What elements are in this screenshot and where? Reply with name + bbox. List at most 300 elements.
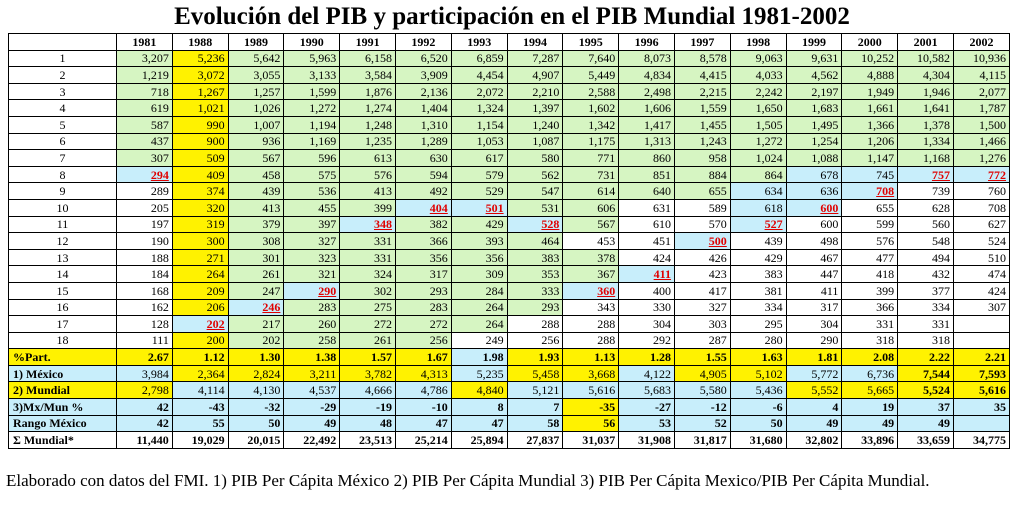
table-cell: 567 (563, 216, 619, 233)
table-cell: 320 (172, 199, 228, 216)
table-cell: 288 (563, 316, 619, 333)
summary-cell: -35 (563, 399, 619, 416)
table-row (9, 249, 1010, 266)
table-cell: 1,313 (619, 133, 675, 150)
summary-cell: 2,798 (117, 382, 173, 399)
row-label: 17 (9, 316, 117, 333)
table-cell: 3,584 (340, 67, 396, 84)
table-cell: 1,641 (898, 100, 954, 117)
summary-label: Rango México (9, 415, 117, 432)
table-cell: 7,287 (507, 50, 563, 67)
table-cell: 1,235 (340, 133, 396, 150)
table-cell: 708 (842, 183, 898, 200)
summary-cell: 1.93 (507, 349, 563, 366)
table-cell: 2,136 (396, 83, 452, 100)
table-cell: 599 (842, 216, 898, 233)
table-cell: 10,252 (842, 50, 898, 67)
table-cell: 458 (228, 166, 284, 183)
table-cell: 200 (172, 332, 228, 349)
table-cell: 304 (619, 316, 675, 333)
table-cell: 1,500 (953, 116, 1009, 133)
table-cell: 261 (228, 266, 284, 283)
table-cell: 1,087 (507, 133, 563, 150)
table-cell: 307 (117, 150, 173, 167)
table-cell: 275 (340, 299, 396, 316)
table-cell: 1,505 (730, 116, 786, 133)
table-cell: 377 (898, 282, 954, 299)
table-cell: 2,077 (953, 83, 1009, 100)
table-cell: 247 (228, 282, 284, 299)
table-cell: 2,215 (674, 83, 730, 100)
table-row (9, 100, 1010, 117)
table-cell: 304 (786, 316, 842, 333)
summary-cell: -29 (284, 399, 340, 416)
row-label: 16 (9, 299, 117, 316)
summary-cell: -32 (228, 399, 284, 416)
table-cell: 295 (730, 316, 786, 333)
table-cell: 575 (284, 166, 340, 183)
summary-cell: 1.38 (284, 349, 340, 366)
table-cell: 5,236 (172, 50, 228, 67)
table-cell: 570 (674, 216, 730, 233)
table-cell: 1,254 (786, 133, 842, 150)
table-cell: 772 (953, 166, 1009, 183)
table-cell: 288 (563, 332, 619, 349)
table-cell: 381 (730, 282, 786, 299)
summary-cell: 4,537 (284, 382, 340, 399)
table-cell: 655 (674, 183, 730, 200)
table-cell: 318 (842, 332, 898, 349)
table-cell: 576 (340, 166, 396, 183)
summary-cell: 1.63 (730, 349, 786, 366)
table-cell: 331 (340, 233, 396, 250)
table-cell: 258 (284, 332, 340, 349)
table-cell: 718 (117, 83, 173, 100)
summary-cell: 47 (451, 415, 507, 432)
summary-cell: -43 (172, 399, 228, 416)
summary-label: 1) México (9, 365, 117, 382)
table-cell: 1,366 (842, 116, 898, 133)
table-cell: 379 (228, 216, 284, 233)
table-cell: 288 (507, 316, 563, 333)
table-cell: 2,072 (451, 83, 507, 100)
table-cell: 453 (563, 233, 619, 250)
table-cell: 587 (117, 116, 173, 133)
table-cell: 1,053 (451, 133, 507, 150)
table-cell: 4,415 (674, 67, 730, 84)
row-label: 9 (9, 183, 117, 200)
table-cell: 4,033 (730, 67, 786, 84)
year-header: 2001 (898, 34, 954, 51)
row-label: 11 (9, 216, 117, 233)
row-label: 6 (9, 133, 117, 150)
table-cell: 397 (284, 216, 340, 233)
table-cell: 1,194 (284, 116, 340, 133)
table-cell: 331 (842, 316, 898, 333)
row-label: 18 (9, 332, 117, 349)
table-cell: 4,907 (507, 67, 563, 84)
table-cell: 197 (117, 216, 173, 233)
summary-cell: 52 (674, 415, 730, 432)
table-cell: 1,417 (619, 116, 675, 133)
table-cell: 1,276 (953, 150, 1009, 167)
table-cell: 1,206 (842, 133, 898, 150)
summary-cell (953, 415, 1009, 432)
summary-cell: 4,786 (396, 382, 452, 399)
table-cell: 206 (172, 299, 228, 316)
summary-cell: 8 (451, 399, 507, 416)
table-cell: 631 (619, 199, 675, 216)
summary-cell: 31,680 (730, 432, 786, 449)
table-cell: 321 (284, 266, 340, 283)
summary-cell: 3,782 (340, 365, 396, 382)
summary-cell: 49 (284, 415, 340, 432)
table-cell: 1,324 (451, 100, 507, 117)
table-cell: 272 (396, 316, 452, 333)
table-cell: 4,888 (842, 67, 898, 84)
table-cell: 366 (842, 299, 898, 316)
table-cell: 424 (953, 282, 1009, 299)
table-cell: 884 (674, 166, 730, 183)
table-cell: 760 (953, 183, 1009, 200)
table-cell: 1,397 (507, 100, 563, 117)
table-cell: 411 (619, 266, 675, 283)
table-cell: 600 (786, 216, 842, 233)
summary-row (9, 399, 1010, 416)
table-row (9, 216, 1010, 233)
summary-cell: 33,896 (842, 432, 898, 449)
table-cell: 1,599 (284, 83, 340, 100)
table-cell: 3,133 (284, 67, 340, 84)
summary-cell: 5,102 (730, 365, 786, 382)
table-cell: 423 (674, 266, 730, 283)
table-cell: 128 (117, 316, 173, 333)
table-cell: 2,498 (619, 83, 675, 100)
table-cell: 1,949 (842, 83, 898, 100)
summary-cell: 7 (507, 399, 563, 416)
table-cell (953, 332, 1009, 349)
summary-cell: 5,616 (563, 382, 619, 399)
table-row (9, 233, 1010, 250)
year-header: 1995 (563, 34, 619, 51)
summary-cell: 49 (786, 415, 842, 432)
summary-row (9, 432, 1010, 449)
table-cell: 1,559 (674, 100, 730, 117)
table-cell: 492 (396, 183, 452, 200)
table-cell: 531 (507, 199, 563, 216)
summary-cell: 1.98 (451, 349, 507, 366)
table-cell: 374 (172, 183, 228, 200)
table-row (9, 332, 1010, 349)
table-cell: 1,175 (563, 133, 619, 150)
row-label: 5 (9, 116, 117, 133)
table-cell: 309 (451, 266, 507, 283)
table-cell: 2,197 (786, 83, 842, 100)
summary-cell: 42 (117, 399, 173, 416)
table-row (9, 266, 1010, 283)
table-cell: 600 (786, 199, 842, 216)
table-cell: 439 (730, 233, 786, 250)
summary-cell: 22,492 (284, 432, 340, 449)
table-cell: 317 (786, 299, 842, 316)
row-label: 4 (9, 100, 117, 117)
summary-cell: 3,211 (284, 365, 340, 382)
table-cell: 640 (619, 183, 675, 200)
table-cell: 356 (396, 249, 452, 266)
table-cell: 547 (507, 183, 563, 200)
table-cell: 330 (619, 299, 675, 316)
table-cell: 936 (228, 133, 284, 150)
table-cell: 393 (451, 233, 507, 250)
table-cell: 289 (117, 183, 173, 200)
table-cell: 283 (396, 299, 452, 316)
summary-cell: 27,837 (507, 432, 563, 449)
table-cell: 343 (563, 299, 619, 316)
table-cell: 323 (284, 249, 340, 266)
table-cell: 627 (953, 216, 1009, 233)
table-cell: 302 (340, 282, 396, 299)
table-cell: 411 (786, 282, 842, 299)
summary-cell: 19 (842, 399, 898, 416)
table-cell: 1,683 (786, 100, 842, 117)
table-cell: 327 (284, 233, 340, 250)
row-label: 10 (9, 199, 117, 216)
table-cell: 264 (451, 299, 507, 316)
table-cell: 190 (117, 233, 173, 250)
summary-cell: -12 (674, 399, 730, 416)
table-cell: 184 (117, 266, 173, 283)
table-cell: 900 (172, 133, 228, 150)
table-cell: 567 (228, 150, 284, 167)
table-cell: 249 (451, 332, 507, 349)
table-cell: 580 (507, 150, 563, 167)
table-cell: 464 (507, 233, 563, 250)
summary-label: 2) Mundial (9, 382, 117, 399)
summary-cell: 6,736 (842, 365, 898, 382)
summary-cell: 1.57 (340, 349, 396, 366)
table-cell: 331 (898, 316, 954, 333)
table-cell: 594 (396, 166, 452, 183)
table-cell: 439 (228, 183, 284, 200)
table-cell: 1,248 (340, 116, 396, 133)
summary-cell: 11,440 (117, 432, 173, 449)
table-cell: 617 (451, 150, 507, 167)
table-cell: 366 (396, 233, 452, 250)
table-cell: 188 (117, 249, 173, 266)
table-cell: 636 (786, 183, 842, 200)
table-cell: 613 (340, 150, 396, 167)
table-cell: 303 (674, 316, 730, 333)
year-header: 1997 (674, 34, 730, 51)
year-header: 2000 (842, 34, 898, 51)
summary-cell: 3,668 (563, 365, 619, 382)
table-cell: 6,520 (396, 50, 452, 67)
summary-cell: 5,436 (730, 382, 786, 399)
table-cell: 498 (786, 233, 842, 250)
summary-cell: 4,114 (172, 382, 228, 399)
table-cell (953, 316, 1009, 333)
table-cell: 619 (117, 100, 173, 117)
table-cell: 1,026 (228, 100, 284, 117)
table-cell: 327 (674, 299, 730, 316)
table-cell: 1,342 (563, 116, 619, 133)
table-cell: 1,334 (898, 133, 954, 150)
table-cell: 548 (898, 233, 954, 250)
table-cell: 9,631 (786, 50, 842, 67)
summary-cell: 50 (228, 415, 284, 432)
summary-row (9, 382, 1010, 399)
table-cell: 318 (898, 332, 954, 349)
summary-cell: 34,775 (953, 432, 1009, 449)
year-header: 1981 (117, 34, 173, 51)
table-cell: 618 (730, 199, 786, 216)
summary-cell: 2,824 (228, 365, 284, 382)
table-cell: 264 (451, 316, 507, 333)
table-cell: 990 (172, 116, 228, 133)
summary-cell: -10 (396, 399, 452, 416)
table-cell: 399 (842, 282, 898, 299)
table-cell: 5,642 (228, 50, 284, 67)
table-cell: 6,859 (451, 50, 507, 67)
summary-cell: 58 (507, 415, 563, 432)
table-cell: 382 (396, 216, 452, 233)
table-cell: 111 (117, 332, 173, 349)
table-cell: 1,088 (786, 150, 842, 167)
table-cell: 447 (786, 266, 842, 283)
table-cell: 307 (953, 299, 1009, 316)
table-cell: 1,404 (396, 100, 452, 117)
summary-cell: 4,840 (451, 382, 507, 399)
summary-cell: 2.22 (898, 349, 954, 366)
year-header: 1999 (786, 34, 842, 51)
table-cell: 4,562 (786, 67, 842, 84)
table-cell: 745 (842, 166, 898, 183)
table-cell: 524 (953, 233, 1009, 250)
table-cell: 353 (507, 266, 563, 283)
table-cell: 246 (228, 299, 284, 316)
summary-label: %Part. (9, 349, 117, 366)
table-cell: 202 (228, 332, 284, 349)
header-corner (9, 34, 117, 51)
table-cell: 1,602 (563, 100, 619, 117)
table-cell: 1,495 (786, 116, 842, 133)
table-cell: 4,115 (953, 67, 1009, 84)
table-cell: 2,210 (507, 83, 563, 100)
table-cell: 851 (619, 166, 675, 183)
table-cell: 6,158 (340, 50, 396, 67)
table-cell: 1,257 (228, 83, 284, 100)
summary-row (9, 365, 1010, 382)
table-cell: 1,169 (284, 133, 340, 150)
table-cell: 301 (228, 249, 284, 266)
summary-cell: 4,130 (228, 382, 284, 399)
table-cell: 437 (117, 133, 173, 150)
table-cell: 399 (340, 199, 396, 216)
summary-cell: 25,214 (396, 432, 452, 449)
gdp-table (8, 33, 1010, 449)
table-row (9, 133, 1010, 150)
summary-cell: 1.81 (786, 349, 842, 366)
table-cell: 256 (396, 332, 452, 349)
year-header: 1989 (228, 34, 284, 51)
table-cell: 334 (730, 299, 786, 316)
table-cell: 2,588 (563, 83, 619, 100)
year-header: 1996 (619, 34, 675, 51)
table-cell: 1,606 (619, 100, 675, 117)
row-label: 12 (9, 233, 117, 250)
table-cell: 331 (340, 249, 396, 266)
table-cell: 290 (284, 282, 340, 299)
table-title: Evolución del PIB y participación en el PIB Mundial 1981-2002 (174, 3, 850, 30)
table-cell: 360 (563, 282, 619, 299)
table-cell: 614 (563, 183, 619, 200)
summary-cell: 5,665 (842, 382, 898, 399)
year-header-row (9, 34, 1010, 51)
table-row (9, 199, 1010, 216)
summary-cell: 55 (172, 415, 228, 432)
table-cell: 324 (340, 266, 396, 283)
year-header: 1992 (396, 34, 452, 51)
table-cell: 771 (563, 150, 619, 167)
row-label: 8 (9, 166, 117, 183)
table-cell: 5,963 (284, 50, 340, 67)
table-cell: 589 (674, 199, 730, 216)
table-cell: 1,650 (730, 100, 786, 117)
table-cell: 10,582 (898, 50, 954, 67)
table-cell: 606 (563, 199, 619, 216)
summary-cell: -27 (619, 399, 675, 416)
summary-cell: 5,552 (786, 382, 842, 399)
summary-cell: 31,817 (674, 432, 730, 449)
table-cell: 1,007 (228, 116, 284, 133)
table-cell: 3,909 (396, 67, 452, 84)
summary-row (9, 349, 1010, 366)
table-cell: 731 (563, 166, 619, 183)
table-cell: 1,168 (898, 150, 954, 167)
table-row (9, 183, 1010, 200)
table-cell: 3,072 (172, 67, 228, 84)
table-cell: 655 (842, 199, 898, 216)
table-cell: 1,240 (507, 116, 563, 133)
table-cell: 284 (451, 282, 507, 299)
row-label: 3 (9, 83, 117, 100)
table-cell: 367 (563, 266, 619, 283)
summary-cell: 5,616 (953, 382, 1009, 399)
table-cell: 162 (117, 299, 173, 316)
table-cell: 205 (117, 199, 173, 216)
table-cell: 432 (898, 266, 954, 283)
table-row (9, 116, 1010, 133)
table-cell: 426 (674, 249, 730, 266)
table-cell: 294 (117, 166, 173, 183)
table-cell: 527 (730, 216, 786, 233)
table-cell: 1,946 (898, 83, 954, 100)
table-cell: 477 (842, 249, 898, 266)
table-cell: 8,578 (674, 50, 730, 67)
table-cell: 317 (396, 266, 452, 283)
summary-cell: 5,524 (898, 382, 954, 399)
summary-cell: 53 (619, 415, 675, 432)
table-cell: 1,219 (117, 67, 173, 84)
table-cell: 500 (674, 233, 730, 250)
table-cell: 562 (507, 166, 563, 183)
summary-cell: 5,458 (507, 365, 563, 382)
table-cell: 1,272 (730, 133, 786, 150)
summary-cell: 25,894 (451, 432, 507, 449)
footnote: Elaborado con datos del FMI. 1) PIB Per Cápita México 2) PIB Per Cápita Mundial 3) PIB Per Cápita Mexico/PIB Per Cápita Mundial. (6, 471, 930, 490)
table-cell: 293 (507, 299, 563, 316)
table-cell: 2,242 (730, 83, 786, 100)
